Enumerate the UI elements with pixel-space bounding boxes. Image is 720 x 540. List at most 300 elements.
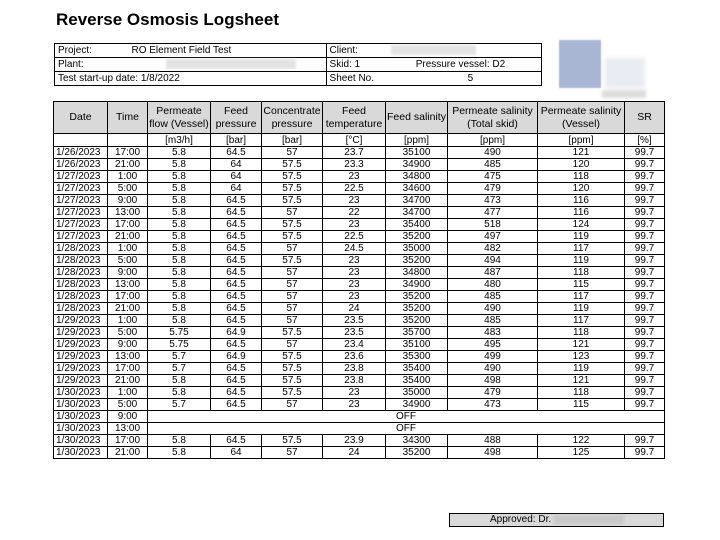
time-cell: 21:00 bbox=[108, 303, 148, 315]
value-cell: 57 bbox=[262, 399, 323, 411]
column-unit: [°C] bbox=[323, 134, 386, 147]
column-header: Permeate salinity (Total skid) bbox=[448, 102, 538, 134]
value-cell: 23.5 bbox=[323, 327, 386, 339]
value-cell: 477 bbox=[448, 207, 538, 219]
value-cell: 5.8 bbox=[148, 375, 211, 387]
value-cell: 34800 bbox=[386, 267, 448, 279]
time-cell: 5:00 bbox=[108, 183, 148, 195]
table-row bbox=[54, 291, 665, 303]
value-cell: 64.5 bbox=[211, 267, 262, 279]
time-cell: 17:00 bbox=[108, 219, 148, 231]
value-cell: 5.75 bbox=[148, 327, 211, 339]
column-unit: [ppm] bbox=[448, 134, 538, 147]
value-cell: 64.5 bbox=[211, 303, 262, 315]
value-cell: 57 bbox=[262, 243, 323, 255]
value-cell: 64.5 bbox=[211, 291, 262, 303]
value-cell: 494 bbox=[448, 255, 538, 267]
value-cell: 115 bbox=[538, 279, 625, 291]
table-row bbox=[54, 447, 665, 459]
value-cell: 518 bbox=[448, 219, 538, 231]
value-cell: 35200 bbox=[386, 291, 448, 303]
table-row bbox=[54, 423, 665, 435]
value-cell: 121 bbox=[538, 339, 625, 351]
value-cell: 99.7 bbox=[625, 315, 665, 327]
value-cell: 119 bbox=[538, 255, 625, 267]
value-cell: 118 bbox=[538, 171, 625, 183]
column-header: Feed temperature bbox=[323, 102, 386, 134]
value-cell: 5.7 bbox=[148, 351, 211, 363]
pressure-vessel-label: Pressure vessel: D2 bbox=[415, 59, 506, 70]
skid-cell bbox=[326, 58, 541, 72]
date-cell: 1/28/2023 bbox=[54, 255, 108, 267]
value-cell: 99.7 bbox=[625, 255, 665, 267]
client-redacted bbox=[391, 45, 476, 55]
date-cell: 1/29/2023 bbox=[54, 327, 108, 339]
value-cell: 118 bbox=[538, 387, 625, 399]
column-unit: [bar] bbox=[262, 134, 323, 147]
column-header: Permeate salinity (Vessel) bbox=[538, 102, 625, 134]
value-cell: 99.7 bbox=[625, 291, 665, 303]
column-unit bbox=[54, 134, 108, 147]
value-cell: 99.7 bbox=[625, 219, 665, 231]
company-logo-shade bbox=[605, 58, 645, 88]
value-cell: 479 bbox=[448, 183, 538, 195]
table-row bbox=[54, 183, 665, 195]
value-cell: 64.5 bbox=[211, 399, 262, 411]
time-cell: 21:00 bbox=[108, 375, 148, 387]
value-cell: 34800 bbox=[386, 171, 448, 183]
value-cell: 119 bbox=[538, 231, 625, 243]
value-cell: 57 bbox=[262, 315, 323, 327]
log-table bbox=[53, 101, 665, 459]
value-cell: 117 bbox=[538, 243, 625, 255]
time-cell: 13:00 bbox=[108, 351, 148, 363]
time-cell: 13:00 bbox=[108, 423, 148, 435]
date-cell: 1/29/2023 bbox=[54, 339, 108, 351]
value-cell: 64.9 bbox=[211, 351, 262, 363]
value-cell: 5.8 bbox=[148, 159, 211, 171]
table-row bbox=[54, 363, 665, 375]
date-cell: 1/30/2023 bbox=[54, 399, 108, 411]
value-cell: 57.5 bbox=[262, 363, 323, 375]
date-cell: 1/27/2023 bbox=[54, 171, 108, 183]
off-cell: OFF bbox=[148, 423, 665, 435]
client-cell bbox=[326, 44, 541, 58]
time-cell: 21:00 bbox=[108, 447, 148, 459]
value-cell: 99.7 bbox=[625, 363, 665, 375]
value-cell: 479 bbox=[448, 387, 538, 399]
value-cell: 99.7 bbox=[625, 375, 665, 387]
column-header: Feed pressure bbox=[211, 102, 262, 134]
startup-value: 1/8/2022 bbox=[140, 73, 180, 84]
table-row bbox=[54, 219, 665, 231]
value-cell: 57.5 bbox=[262, 159, 323, 171]
value-cell: 23.5 bbox=[323, 315, 386, 327]
value-cell: 23 bbox=[323, 267, 386, 279]
value-cell: 57 bbox=[262, 267, 323, 279]
value-cell: 64.5 bbox=[211, 363, 262, 375]
time-cell: 13:00 bbox=[108, 207, 148, 219]
date-cell: 1/29/2023 bbox=[54, 375, 108, 387]
value-cell: 64.5 bbox=[211, 387, 262, 399]
value-cell: 35200 bbox=[386, 315, 448, 327]
table-row bbox=[54, 327, 665, 339]
value-cell: 64.5 bbox=[211, 231, 262, 243]
time-cell: 9:00 bbox=[108, 195, 148, 207]
value-cell: 490 bbox=[448, 303, 538, 315]
off-cell: OFF bbox=[148, 411, 665, 423]
value-cell: 5.8 bbox=[148, 195, 211, 207]
value-cell: 64 bbox=[211, 447, 262, 459]
value-cell: 99.7 bbox=[625, 207, 665, 219]
value-cell: 34900 bbox=[386, 399, 448, 411]
value-cell: 99.7 bbox=[625, 339, 665, 351]
table-row bbox=[54, 207, 665, 219]
time-cell: 1:00 bbox=[108, 315, 148, 327]
project-cell bbox=[55, 44, 327, 58]
value-cell: 124 bbox=[538, 219, 625, 231]
time-cell: 1:00 bbox=[108, 171, 148, 183]
value-cell: 120 bbox=[538, 183, 625, 195]
value-cell: 5.75 bbox=[148, 339, 211, 351]
value-cell: 23.4 bbox=[323, 339, 386, 351]
value-cell: 64.5 bbox=[211, 207, 262, 219]
value-cell: 24 bbox=[323, 447, 386, 459]
value-cell: 5.8 bbox=[148, 447, 211, 459]
company-logo bbox=[559, 40, 601, 88]
value-cell: 5.8 bbox=[148, 207, 211, 219]
table-row bbox=[54, 351, 665, 363]
value-cell: 5.8 bbox=[148, 219, 211, 231]
value-cell: 121 bbox=[538, 375, 625, 387]
value-cell: 57.5 bbox=[262, 351, 323, 363]
value-cell: 99.7 bbox=[625, 147, 665, 159]
value-cell: 99.7 bbox=[625, 387, 665, 399]
approver-redacted bbox=[554, 515, 624, 524]
date-cell: 1/27/2023 bbox=[54, 231, 108, 243]
value-cell: 5.8 bbox=[148, 279, 211, 291]
value-cell: 64.5 bbox=[211, 219, 262, 231]
date-cell: 1/28/2023 bbox=[54, 291, 108, 303]
value-cell: 5.7 bbox=[148, 399, 211, 411]
skid-label: Skid: 1 bbox=[329, 59, 361, 70]
value-cell: 5.8 bbox=[148, 387, 211, 399]
project-value: RO Element Field Test bbox=[131, 45, 232, 56]
value-cell: 23 bbox=[323, 387, 386, 399]
column-unit: [m3/h] bbox=[148, 134, 211, 147]
value-cell: 57 bbox=[262, 207, 323, 219]
value-cell: 5.8 bbox=[148, 255, 211, 267]
value-cell: 485 bbox=[448, 315, 538, 327]
date-cell: 1/29/2023 bbox=[54, 315, 108, 327]
value-cell: 498 bbox=[448, 375, 538, 387]
time-cell: 21:00 bbox=[108, 159, 148, 171]
value-cell: 99.7 bbox=[625, 231, 665, 243]
value-cell: 5.8 bbox=[148, 303, 211, 315]
value-cell: 5.8 bbox=[148, 435, 211, 447]
date-cell: 1/27/2023 bbox=[54, 207, 108, 219]
value-cell: 99.7 bbox=[625, 399, 665, 411]
value-cell: 35200 bbox=[386, 303, 448, 315]
value-cell: 122 bbox=[538, 435, 625, 447]
column-header: Permeate flow (Vessel) bbox=[148, 102, 211, 134]
value-cell: 483 bbox=[448, 327, 538, 339]
table-row bbox=[54, 411, 665, 423]
value-cell: 57.5 bbox=[262, 255, 323, 267]
value-cell: 64.5 bbox=[211, 315, 262, 327]
startup-cell bbox=[55, 72, 327, 86]
time-cell: 1:00 bbox=[108, 387, 148, 399]
value-cell: 485 bbox=[448, 291, 538, 303]
value-cell: 57.5 bbox=[262, 435, 323, 447]
table-row bbox=[54, 375, 665, 387]
value-cell: 57.5 bbox=[262, 327, 323, 339]
table-row bbox=[54, 399, 665, 411]
value-cell: 117 bbox=[538, 291, 625, 303]
company-logo-text bbox=[602, 90, 646, 98]
approved-label: Approved: Dr. bbox=[490, 514, 552, 525]
value-cell: 23 bbox=[323, 171, 386, 183]
time-cell: 9:00 bbox=[108, 339, 148, 351]
value-cell: 125 bbox=[538, 447, 625, 459]
value-cell: 64.9 bbox=[211, 327, 262, 339]
value-cell: 123 bbox=[538, 351, 625, 363]
startup-label: Test start-up date: bbox=[58, 73, 139, 84]
table-row bbox=[54, 435, 665, 447]
value-cell: 23 bbox=[323, 399, 386, 411]
page-title: Reverse Osmosis Logsheet bbox=[56, 10, 279, 29]
value-cell: 35200 bbox=[386, 447, 448, 459]
time-cell: 21:00 bbox=[108, 231, 148, 243]
value-cell: 64.5 bbox=[211, 375, 262, 387]
value-cell: 99.7 bbox=[625, 267, 665, 279]
approved-box bbox=[449, 513, 664, 527]
value-cell: 64.5 bbox=[211, 435, 262, 447]
value-cell: 490 bbox=[448, 147, 538, 159]
value-cell: 35200 bbox=[386, 231, 448, 243]
value-cell: 35200 bbox=[386, 255, 448, 267]
date-cell: 1/30/2023 bbox=[54, 423, 108, 435]
date-cell: 1/26/2023 bbox=[54, 159, 108, 171]
date-cell: 1/30/2023 bbox=[54, 447, 108, 459]
table-row bbox=[54, 315, 665, 327]
date-cell: 1/27/2023 bbox=[54, 195, 108, 207]
value-cell: 99.7 bbox=[625, 279, 665, 291]
value-cell: 119 bbox=[538, 363, 625, 375]
value-cell: 99.7 bbox=[625, 435, 665, 447]
table-row bbox=[54, 267, 665, 279]
value-cell: 23 bbox=[323, 219, 386, 231]
table-row bbox=[54, 255, 665, 267]
value-cell: 57 bbox=[262, 291, 323, 303]
value-cell: 475 bbox=[448, 171, 538, 183]
value-cell: 121 bbox=[538, 147, 625, 159]
value-cell: 34600 bbox=[386, 183, 448, 195]
value-cell: 64.5 bbox=[211, 339, 262, 351]
time-cell: 17:00 bbox=[108, 363, 148, 375]
table-row bbox=[54, 339, 665, 351]
table-row bbox=[54, 243, 665, 255]
time-cell: 5:00 bbox=[108, 327, 148, 339]
value-cell: 497 bbox=[448, 231, 538, 243]
value-cell: 57.5 bbox=[262, 183, 323, 195]
header-row bbox=[54, 102, 665, 134]
value-cell: 35400 bbox=[386, 219, 448, 231]
value-cell: 99.7 bbox=[625, 351, 665, 363]
value-cell: 57.5 bbox=[262, 219, 323, 231]
value-cell: 35300 bbox=[386, 351, 448, 363]
time-cell: 1:00 bbox=[108, 243, 148, 255]
value-cell: 115 bbox=[538, 399, 625, 411]
column-header: SR bbox=[625, 102, 665, 134]
value-cell: 23 bbox=[323, 291, 386, 303]
value-cell: 64.5 bbox=[211, 279, 262, 291]
value-cell: 57.5 bbox=[262, 195, 323, 207]
date-cell: 1/30/2023 bbox=[54, 411, 108, 423]
column-header: Date bbox=[54, 102, 108, 134]
value-cell: 116 bbox=[538, 195, 625, 207]
date-cell: 1/30/2023 bbox=[54, 387, 108, 399]
value-cell: 64.5 bbox=[211, 255, 262, 267]
value-cell: 34700 bbox=[386, 207, 448, 219]
column-header: Time bbox=[108, 102, 148, 134]
value-cell: 490 bbox=[448, 363, 538, 375]
value-cell: 35100 bbox=[386, 339, 448, 351]
value-cell: 487 bbox=[448, 267, 538, 279]
value-cell: 99.7 bbox=[625, 159, 665, 171]
value-cell: 118 bbox=[538, 327, 625, 339]
column-header: Concentrate pressure bbox=[262, 102, 323, 134]
value-cell: 57 bbox=[262, 339, 323, 351]
log-body bbox=[54, 147, 665, 459]
value-cell: 480 bbox=[448, 279, 538, 291]
time-cell: 9:00 bbox=[108, 411, 148, 423]
date-cell: 1/28/2023 bbox=[54, 279, 108, 291]
value-cell: 57.5 bbox=[262, 375, 323, 387]
value-cell: 35000 bbox=[386, 387, 448, 399]
value-cell: 35100 bbox=[386, 147, 448, 159]
table-row bbox=[54, 171, 665, 183]
column-unit: [bar] bbox=[211, 134, 262, 147]
column-unit: [ppm] bbox=[538, 134, 625, 147]
value-cell: 118 bbox=[538, 267, 625, 279]
time-cell: 17:00 bbox=[108, 291, 148, 303]
table-row bbox=[54, 279, 665, 291]
value-cell: 498 bbox=[448, 447, 538, 459]
value-cell: 64 bbox=[211, 183, 262, 195]
value-cell: 117 bbox=[538, 315, 625, 327]
table-row bbox=[54, 147, 665, 159]
value-cell: 24.5 bbox=[323, 243, 386, 255]
value-cell: 5.8 bbox=[148, 267, 211, 279]
date-cell: 1/29/2023 bbox=[54, 363, 108, 375]
value-cell: 485 bbox=[448, 159, 538, 171]
table-row bbox=[54, 159, 665, 171]
value-cell: 5.8 bbox=[148, 147, 211, 159]
value-cell: 23.8 bbox=[323, 375, 386, 387]
value-cell: 57 bbox=[262, 303, 323, 315]
value-cell: 64.5 bbox=[211, 243, 262, 255]
sheet-label: Sheet No. bbox=[329, 73, 375, 84]
value-cell: 5.8 bbox=[148, 243, 211, 255]
value-cell: 23.9 bbox=[323, 435, 386, 447]
column-header: Feed salinity bbox=[386, 102, 448, 134]
value-cell: 116 bbox=[538, 207, 625, 219]
value-cell: 5.8 bbox=[148, 231, 211, 243]
value-cell: 473 bbox=[448, 195, 538, 207]
value-cell: 495 bbox=[448, 339, 538, 351]
time-cell: 17:00 bbox=[108, 147, 148, 159]
value-cell: 99.7 bbox=[625, 243, 665, 255]
date-cell: 1/28/2023 bbox=[54, 303, 108, 315]
date-cell: 1/27/2023 bbox=[54, 183, 108, 195]
date-cell: 1/26/2023 bbox=[54, 147, 108, 159]
value-cell: 119 bbox=[538, 303, 625, 315]
value-cell: 5.8 bbox=[148, 315, 211, 327]
value-cell: 34900 bbox=[386, 279, 448, 291]
value-cell: 34300 bbox=[386, 435, 448, 447]
value-cell: 5.8 bbox=[148, 183, 211, 195]
project-label: Project: bbox=[58, 45, 92, 56]
value-cell: 57.5 bbox=[262, 231, 323, 243]
value-cell: 23 bbox=[323, 279, 386, 291]
value-cell: 35000 bbox=[386, 243, 448, 255]
value-cell: 57.5 bbox=[262, 171, 323, 183]
date-cell: 1/28/2023 bbox=[54, 267, 108, 279]
value-cell: 22.5 bbox=[323, 183, 386, 195]
plant-redacted bbox=[166, 59, 296, 69]
value-cell: 499 bbox=[448, 351, 538, 363]
value-cell: 5.7 bbox=[148, 363, 211, 375]
plant-cell bbox=[55, 58, 327, 72]
value-cell: 23.3 bbox=[323, 159, 386, 171]
date-cell: 1/29/2023 bbox=[54, 351, 108, 363]
plant-label: Plant: bbox=[58, 59, 84, 70]
table-row bbox=[54, 231, 665, 243]
value-cell: 99.7 bbox=[625, 447, 665, 459]
column-unit: [%] bbox=[625, 134, 665, 147]
table-row bbox=[54, 387, 665, 399]
date-cell: 1/30/2023 bbox=[54, 435, 108, 447]
value-cell: 5.8 bbox=[148, 291, 211, 303]
date-cell: 1/28/2023 bbox=[54, 243, 108, 255]
value-cell: 120 bbox=[538, 159, 625, 171]
value-cell: 23.8 bbox=[323, 363, 386, 375]
value-cell: 35400 bbox=[386, 363, 448, 375]
time-cell: 9:00 bbox=[108, 267, 148, 279]
value-cell: 473 bbox=[448, 399, 538, 411]
units-row bbox=[54, 134, 665, 147]
info-table bbox=[54, 43, 542, 86]
value-cell: 57 bbox=[262, 279, 323, 291]
time-cell: 17:00 bbox=[108, 435, 148, 447]
value-cell: 23.7 bbox=[323, 147, 386, 159]
value-cell: 99.7 bbox=[625, 303, 665, 315]
value-cell: 488 bbox=[448, 435, 538, 447]
value-cell: 99.7 bbox=[625, 327, 665, 339]
value-cell: 64.5 bbox=[211, 195, 262, 207]
value-cell: 22 bbox=[323, 207, 386, 219]
time-cell: 5:00 bbox=[108, 255, 148, 267]
value-cell: 57.5 bbox=[262, 387, 323, 399]
value-cell: 482 bbox=[448, 243, 538, 255]
value-cell: 34700 bbox=[386, 195, 448, 207]
value-cell: 64 bbox=[211, 159, 262, 171]
value-cell: 99.7 bbox=[625, 171, 665, 183]
value-cell: 99.7 bbox=[625, 183, 665, 195]
value-cell: 23.6 bbox=[323, 351, 386, 363]
value-cell: 5.8 bbox=[148, 171, 211, 183]
